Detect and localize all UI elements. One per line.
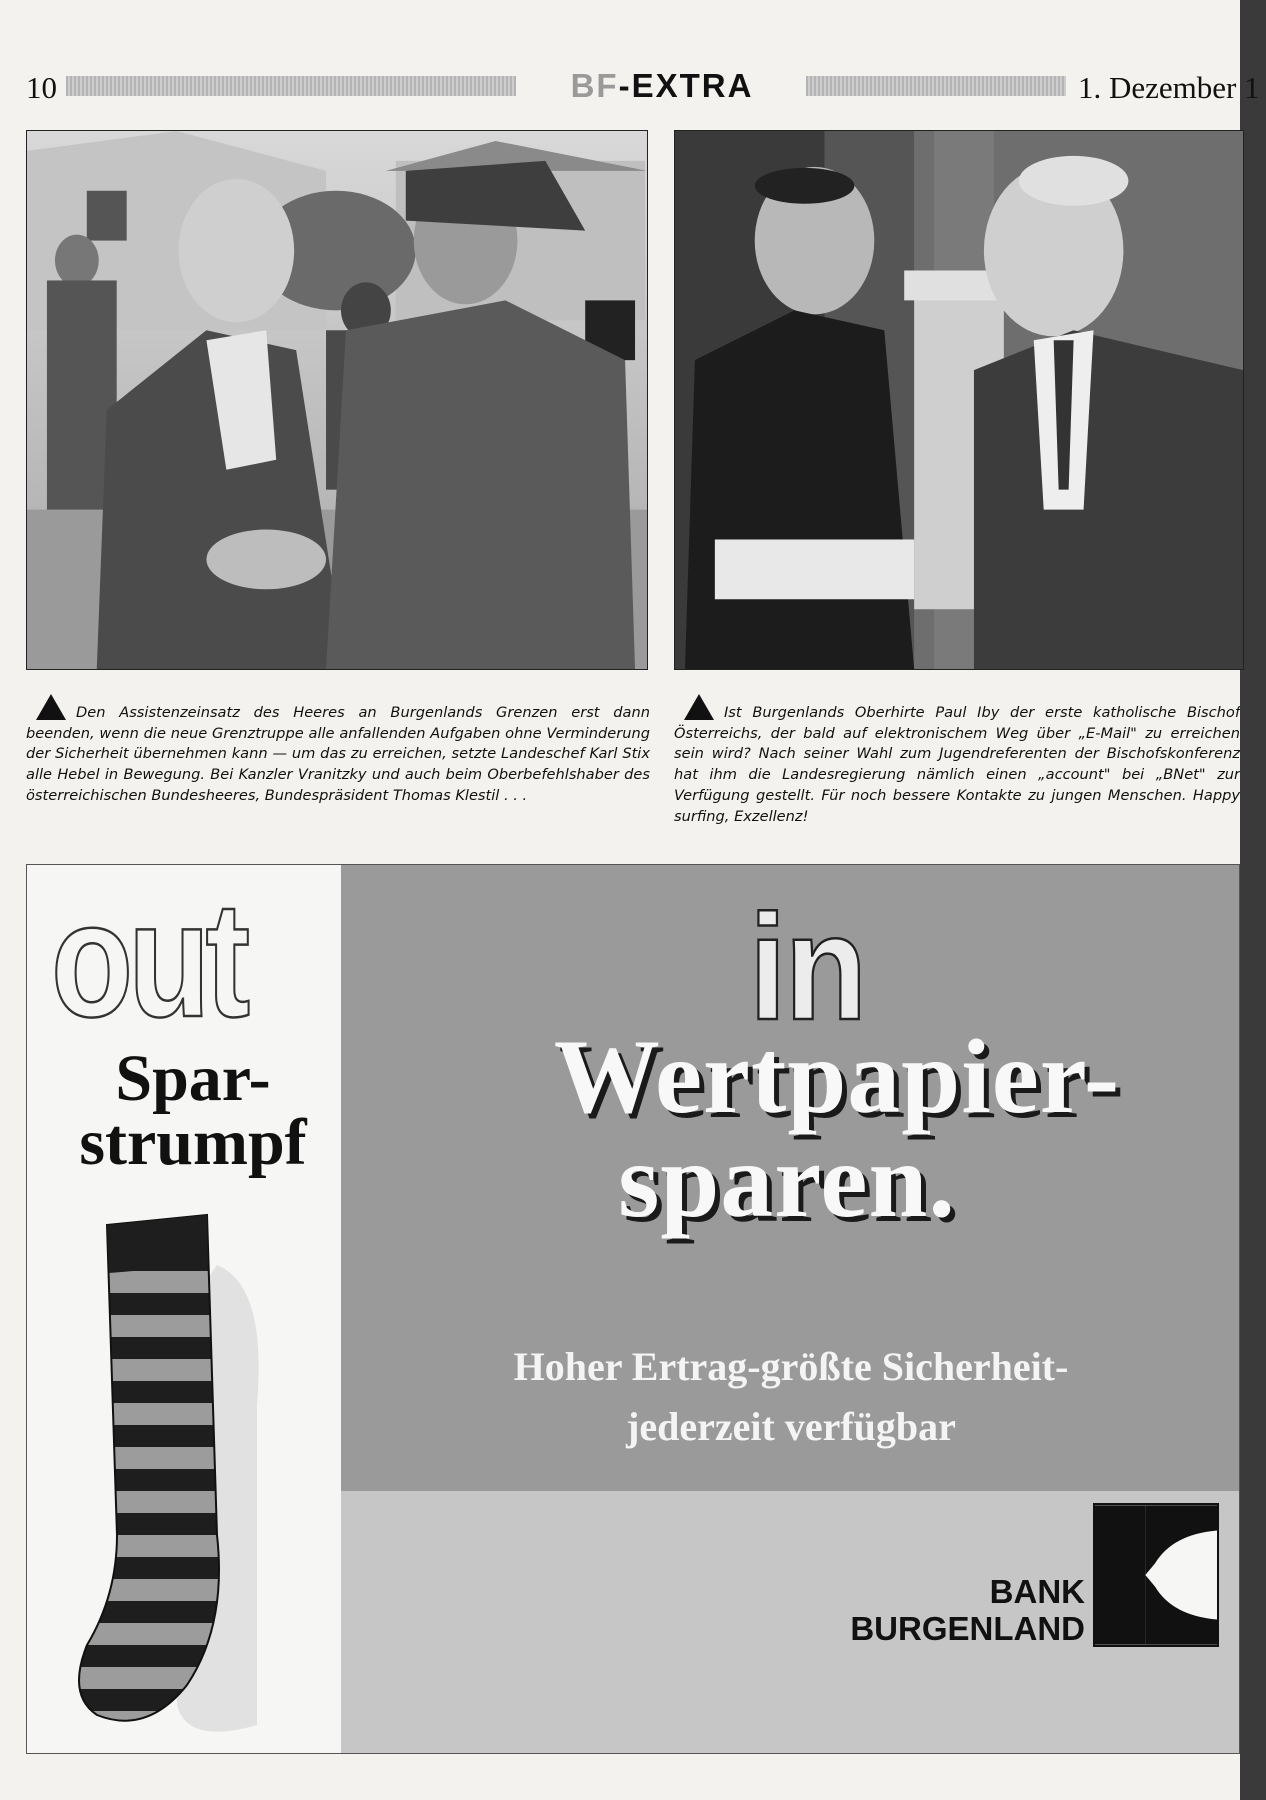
ad-headline-line2: sparen. [618,1122,956,1239]
section-title-suffix: -EXTRA [618,67,754,104]
ad-out-word: out [51,868,246,1051]
ad-in-word: in [749,883,866,1051]
caption-marker-icon [684,694,714,720]
header-rule-right [806,76,1066,96]
striped-sock-illustration [67,1205,307,1735]
photo-handshake [26,130,648,670]
photo-bishop [674,130,1244,670]
caption-marker-icon [36,694,66,720]
bank-advertisement [26,864,1240,1754]
ad-subline-2: jederzeit verfügbar [626,1404,956,1449]
bank-name-line1: BANK [989,1573,1085,1610]
bank-name-line2: BURGENLAND [850,1610,1085,1647]
ad-subline-1: Hoher Ertrag-größte Sicherheit- [513,1344,1069,1389]
caption-left-text: Den Assistenzeinsatz des Heeres an Burgenlands Grenzen erst dann beenden, wenn die neue Grenztruppe alle anfallenden Aufgaben ohne Verminderung der Sicherheit übernehmen kann — um das zu erreichen, setzte Landeschef Karl Stix alle Hebel in Bewegung. Bei Kanzler Vranitzky und auch beim Oberbefehlshaber des österreichischen Bundesheeres, Bundespräsident Thomas Klestil . . . [26,704,650,804]
section-title-prefix: BF [570,67,619,104]
ad-sparstrumpf [45,1042,341,1179]
section-title [522,67,802,105]
page-header [0,60,1260,120]
issue-date: 1. Dezember 1 [1078,70,1260,105]
ad-sparstrumpf-line2: strumpf [79,1106,307,1179]
ad-headline [427,1018,1227,1239]
caption-right [674,694,1240,850]
page-number: 10 [26,70,57,105]
caption-right-text: Ist Burgenlands Oberhirte Paul Iby der erste katholische Bischof Österreichs, der bald auf elektronischem Weg über „E-Mail" zu erreichen sein wird? Nach seiner Wahl zum Jugendreferenten der Bischofskonferenz hat ihm die Landesregierung nämlich einen „account" bei „BNet" zur Verfügung gestellt. Für noch bessere Kontakte zu jungen Menschen. Happy surfing, Exzellenz! [674,704,1240,825]
caption-left [26,694,650,850]
ad-headline-line1: Wertpapier- [553,1018,1121,1135]
bank-burgenland-logo [793,1503,1219,1723]
header-rule-left [66,76,516,96]
ad-sparstrumpf-line1: Spar- [115,1042,271,1115]
bank-k-logo-icon [1093,1503,1219,1647]
bank-name [793,1573,1085,1647]
